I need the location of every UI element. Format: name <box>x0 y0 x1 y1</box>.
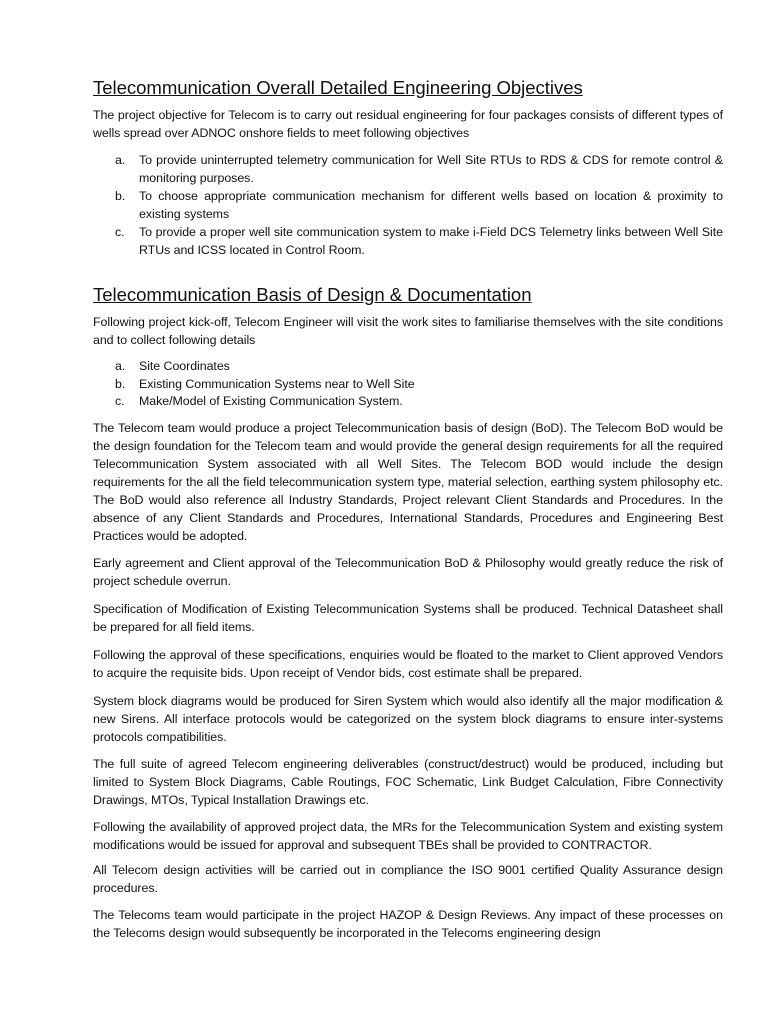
paragraph-mrs: Following the availability of approved project data, the MRs for the Telecommunication System and existing system modifications would be issued for approval and subsequent TBEs shall be provided to CONTRACTOR. <box>93 819 723 852</box>
list-item <box>93 358 723 376</box>
details-list <box>93 358 723 411</box>
paragraph-early-agreement: Early agreement and Client approval of the Telecommunication BoD & Philosophy would greatly reduce the risk of project schedule overrun. <box>93 555 723 588</box>
list-marker: c. <box>115 225 125 239</box>
list-marker: a. <box>115 153 126 167</box>
list-item-text: To provide uninterrupted telemetry communication for Well Site RTUs to RDS & CDS for remote control & monitoring purposes. <box>139 153 723 185</box>
list-item-text: Make/Model of Existing Communication System. <box>139 394 403 408</box>
objectives-intro: The project objective for Telecom is to carry out residual engineering for four packages consists of different types of wells spread over ADNOC onshore fields to meet following objectives <box>93 108 723 140</box>
list-marker: b. <box>115 189 126 203</box>
list-item-text: Existing Communication Systems near to Well Site <box>139 376 415 391</box>
paragraph-enquiries: Following the approval of these specifications, enquiries would be floated to the market to Client approved Vendors to acquire the requisite bids. Upon receipt of Vendor bids, cost estimate shall be prepared. <box>93 647 723 680</box>
basis-intro: Following project kick-off, Telecom Engineer will visit the work sites to familiarise themselves with the site conditions and to collect following details <box>93 315 723 347</box>
paragraph-specification: Specification of Modification of Existing Telecommunication Systems shall be produced. Technical Datasheet shall be prepared for all field items. <box>93 601 723 634</box>
list-item <box>93 187 723 223</box>
paragraph-hazop: The Telecoms team would participate in the project HAZOP & Design Reviews. Any impact of these processes on the Telecoms design would subsequently be incorporated in the Telecoms engineering design <box>93 907 723 940</box>
section-heading-objectives: Telecommunication Overall Detailed Engineering Objectives <box>93 77 583 98</box>
section-spacer <box>93 259 723 286</box>
list-marker: b. <box>115 376 126 391</box>
list-item <box>93 223 723 259</box>
paragraph-bod: The Telecom team would produce a project Telecommunication basis of design (BoD). The Telecom BoD would be the design foundation for the Telecom team and would provide the general design requirements for all the required Telecommunication System associated with all Well Sites. The Telecom BOD would include the design requirements for the all the field telecommunication system type, material selection, earthing system philosophy etc. The BoD would also reference all Industry Standards, Project relevant Client Standards and Procedures. In the absence of any Client Standards and Procedures, International Standards, Procedures and Engineering Best Practices would be adopted. <box>93 420 723 543</box>
paragraph-quality-assurance: All Telecom design activities will be carried out in compliance the ISO 9001 certified Quality Assurance design procedures. <box>93 862 723 895</box>
list-item <box>93 393 723 411</box>
section-heading-basis-of-design: Telecommunication Basis of Design & Documentation <box>93 284 532 305</box>
list-item-text: To provide a proper well site communication system to make i-Field DCS Telemetry links between Well Site RTUs and ICSS located in Control Room. <box>139 225 723 257</box>
list-marker: c. <box>115 394 125 408</box>
list-item-text: Site Coordinates <box>139 359 230 373</box>
paragraph-deliverables: The full suite of agreed Telecom engineering deliverables (construct/destruct) would be produced, including but limited to System Block Diagrams, Cable Routings, FOC Schematic, Link Budget Calculation, Fibre Connectivity Drawings, MTOs, Typical Installation Drawings etc. <box>93 756 723 807</box>
list-item <box>93 376 723 394</box>
list-item-text: To choose appropriate communication mechanism for different wells based on location & proximity to existing systems <box>139 189 723 221</box>
list-item <box>93 151 723 187</box>
objectives-list <box>93 151 723 259</box>
paragraph-block-diagrams: System block diagrams would be produced for Siren System which would also identify all the major modification & new Sirens. All interface protocols would be categorized on the system block diagrams to ensure inter-systems protocols compatibilities. <box>93 693 723 744</box>
document-body <box>93 79 723 942</box>
list-marker: a. <box>115 359 126 373</box>
